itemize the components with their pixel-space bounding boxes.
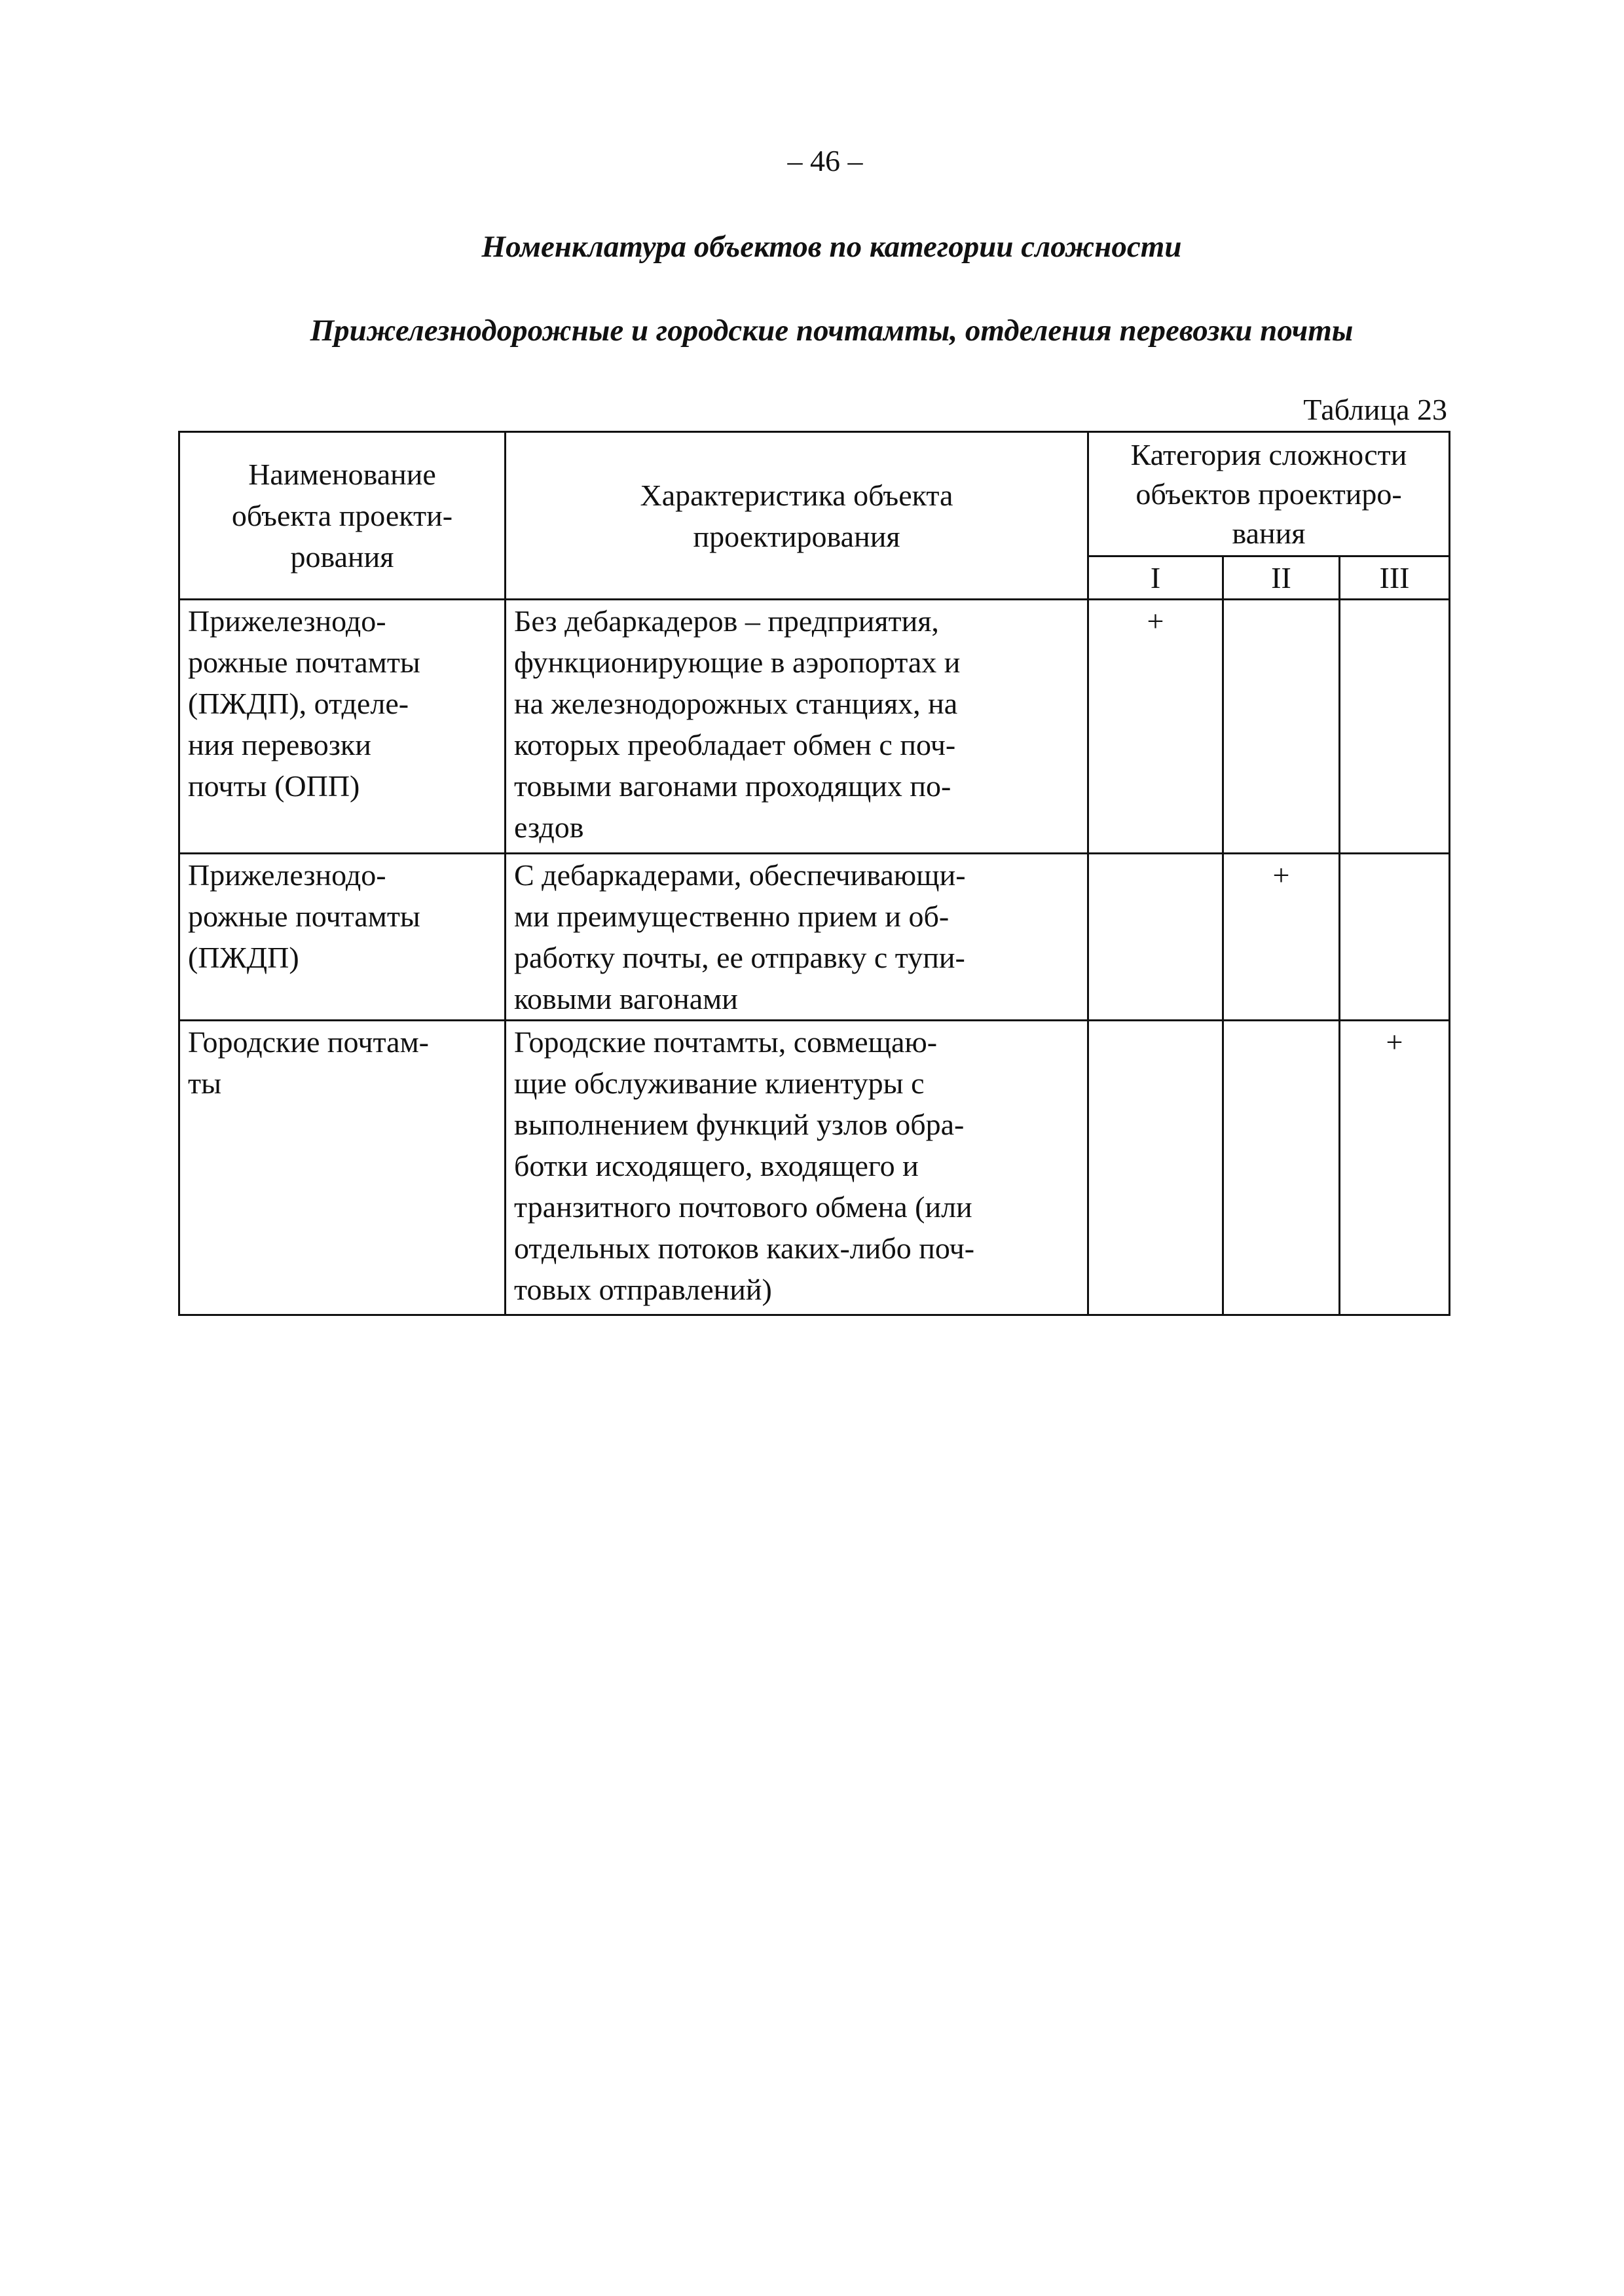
cell-line: ездов	[514, 811, 584, 844]
cell-line: Городские почтам-	[188, 1025, 429, 1059]
cell-name	[179, 600, 506, 854]
cell-characteristic	[506, 854, 1088, 1021]
header-category-i: I	[1088, 556, 1223, 600]
table-row	[179, 1021, 1450, 1315]
cell-category-ii	[1223, 600, 1340, 854]
cell-category-i: +	[1088, 600, 1223, 854]
cell-line: С дебаркадерами, обеспечивающи-	[514, 858, 966, 892]
cell-category-ii	[1223, 1021, 1340, 1315]
cell-line: товыми вагонами проходящих по-	[514, 769, 951, 803]
cell-line: функционирующие в аэропортах и	[514, 646, 961, 679]
header-category-iii: III	[1340, 556, 1450, 600]
cell-line: товых отправлений)	[514, 1273, 772, 1306]
cell-line: (ПЖДП)	[188, 941, 299, 974]
cell-name	[179, 854, 506, 1021]
header-name	[179, 432, 506, 600]
header-category-line: вания	[1232, 516, 1306, 550]
cell-line: ботки исходящего, входящего и	[514, 1149, 919, 1182]
cell-line: которых преобладает обмен с поч-	[514, 728, 956, 761]
cell-line: рожные почтамты	[188, 646, 420, 679]
header-characteristic-line: проектирования	[693, 519, 900, 553]
table-caption: Таблица 23	[1303, 393, 1447, 426]
header-category-ii: II	[1223, 556, 1340, 600]
cell-line: Городские почтамты, совмещаю-	[514, 1025, 938, 1059]
cell-category-iii	[1340, 854, 1450, 1021]
cell-characteristic	[506, 600, 1088, 854]
complexity-table	[178, 431, 1450, 1316]
cell-line: ми преимущественно прием и об-	[514, 900, 950, 933]
cell-line: Прижелезнодо-	[188, 858, 386, 892]
cell-line: транзитного почтового обмена (или	[514, 1190, 972, 1224]
cell-category-iii	[1340, 600, 1450, 854]
header-name-line: объекта проекти-	[231, 499, 453, 532]
header-name-line: Наименование	[248, 458, 436, 491]
cell-line: отдельных потоков каких-либо поч-	[514, 1231, 975, 1265]
cell-category-i	[1088, 1021, 1223, 1315]
cell-line: Без дебаркадеров – предприятия,	[514, 604, 939, 638]
cell-name	[179, 1021, 506, 1315]
cell-line: (ПЖДП), отделе-	[188, 687, 409, 720]
header-characteristic	[506, 432, 1088, 600]
header-category-line: Категория сложности	[1130, 437, 1407, 471]
header-characteristic-line: Характеристика объекта	[640, 478, 953, 512]
table-header-row	[179, 432, 1450, 556]
page-number: – 46 –	[787, 144, 863, 177]
header-category-line: объектов проектиро-	[1135, 477, 1402, 511]
cell-line: ты	[188, 1066, 222, 1100]
cell-category-ii: +	[1223, 854, 1340, 1021]
header-category	[1088, 432, 1450, 556]
cell-line: выполнением функций узлов обра-	[514, 1108, 965, 1141]
cell-characteristic	[506, 1021, 1088, 1315]
cell-line: почты (ОПП)	[188, 769, 360, 803]
table-row	[179, 854, 1450, 1021]
document-subtitle: Прижелезнодорожные и городские почтамты, отделения перевозки почты	[310, 314, 1354, 348]
cell-line: работку почты, ее отправку с тупи-	[514, 941, 965, 974]
cell-line: ковыми вагонами	[514, 982, 738, 1015]
cell-category-i	[1088, 854, 1223, 1021]
header-name-line: рования	[290, 540, 394, 574]
cell-line: рожные почтамты	[188, 900, 420, 933]
cell-line: ния перевозки	[188, 728, 371, 761]
cell-line: Прижелезнодо-	[188, 604, 386, 638]
cell-category-iii: +	[1340, 1021, 1450, 1315]
table-row	[179, 600, 1450, 854]
cell-line: на железнодорожных станциях, на	[514, 687, 958, 720]
document-title: Номенклатура объектов по категории сложности	[481, 230, 1182, 264]
cell-line: щие обслуживание клиентуры с	[514, 1066, 925, 1100]
